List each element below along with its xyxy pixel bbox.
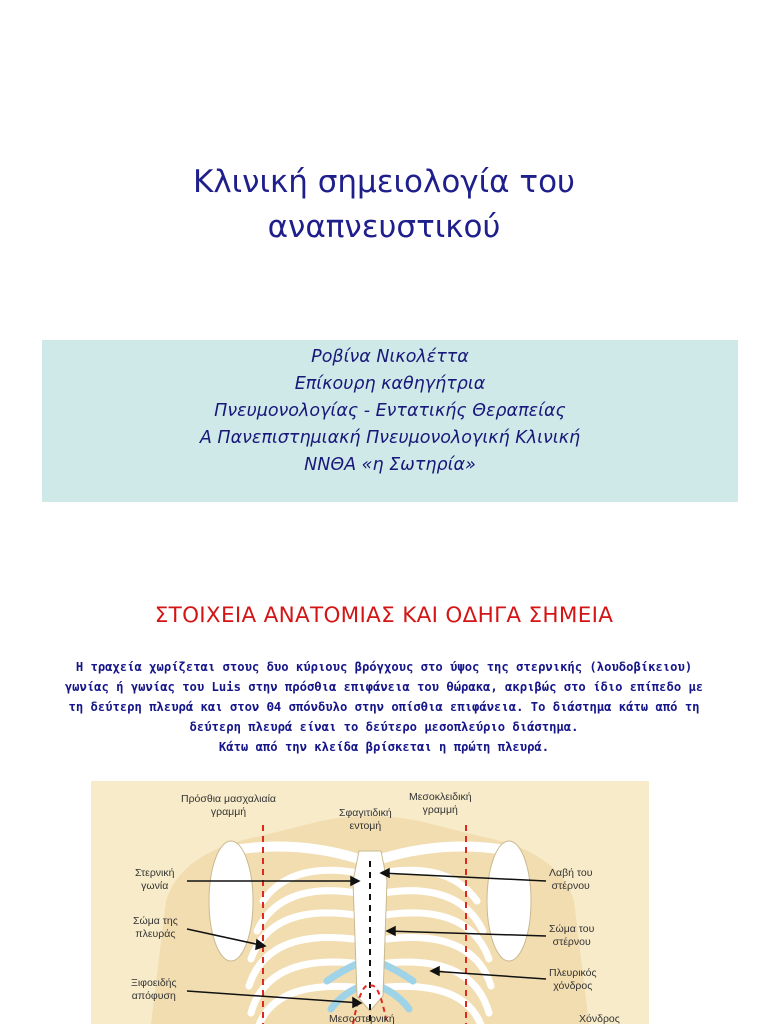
- paragraph-line: Η τραχεία χωρίζεται στους δυο κύριους βρόγχους στο ύψος της στερνικής (λουδοβίκειου): [75, 660, 693, 674]
- label-sternum-body: Σώμα του στέρνου: [549, 923, 595, 948]
- paragraph-line: τη δεύτερη πλευρά και στον Θ4 σπόνδυλο στην οπίσθια επιφάνεια. Το διάστημα κάτω από τη: [68, 700, 700, 714]
- label-costal-cartilage: Πλευρικός χόνδρος: [549, 967, 597, 992]
- author-box: [42, 340, 738, 502]
- page-title: [0, 160, 768, 250]
- body-paragraph: [10, 657, 758, 757]
- label-midsternal: Μεσοστερνική: [329, 1013, 395, 1024]
- label-xiphoid-process: Ξιφοειδής απόφυση: [131, 977, 177, 1002]
- label-rib-body: Σώμα της πλευράς: [133, 915, 178, 940]
- label-manubrium: Λαβή του στέρνου: [549, 867, 593, 892]
- section-heading: ΣΤΟΙΧΕΙΑ ΑΝΑΤΟΜΙΑΣ ΚΑΙ ΟΔΗΓΑ ΣΗΜΕΙΑ: [154, 603, 614, 628]
- author-name: Ροβίνα Νικολέττα: [311, 347, 469, 367]
- paragraph-line: Κάτω από την κλείδα βρίσκεται η πρώτη πλευρά.: [218, 740, 550, 754]
- title-line-2: αναπνευστικού: [267, 209, 501, 245]
- author-clinic: Α Πανεπιστημιακή Πνευμονολογική Κλινική: [199, 428, 581, 448]
- author-position: Επίκουρη καθηγήτρια: [294, 374, 486, 394]
- paragraph-line: γωνίας ή γωνίας του Luis στην πρόσθια επιφάνεια του θώρακα, ακριβώς στο ίδιο επίπεδο με: [64, 680, 704, 694]
- label-anterior-axillary-line: Πρόσθια μασχαλιαία γραμμή: [181, 793, 276, 818]
- author-specialty: Πνευμονολογίας - Εντατικής Θεραπείας: [214, 401, 566, 421]
- title-line-1: Κλινική σημειολογία του: [193, 164, 575, 200]
- left-humerus: [209, 841, 253, 961]
- label-bottom-right: Χόνδρος: [579, 1013, 620, 1024]
- right-humerus: [487, 841, 531, 961]
- label-sternal-angle: Στερνική γωνία: [135, 867, 175, 892]
- label-midclavicular-line: Μεσοκλειδική γραμμή: [409, 791, 472, 816]
- paragraph-line: δεύτερη πλευρά είναι το δεύτερο μεσοπλεύριο διάστημα.: [189, 720, 579, 734]
- author-hospital: ΝΝΘΑ «η Σωτηρία»: [304, 455, 476, 475]
- thorax-anatomy-figure: [91, 781, 649, 1024]
- label-suprasternal-notch: Σφαγιτιδική εντομή: [339, 807, 392, 832]
